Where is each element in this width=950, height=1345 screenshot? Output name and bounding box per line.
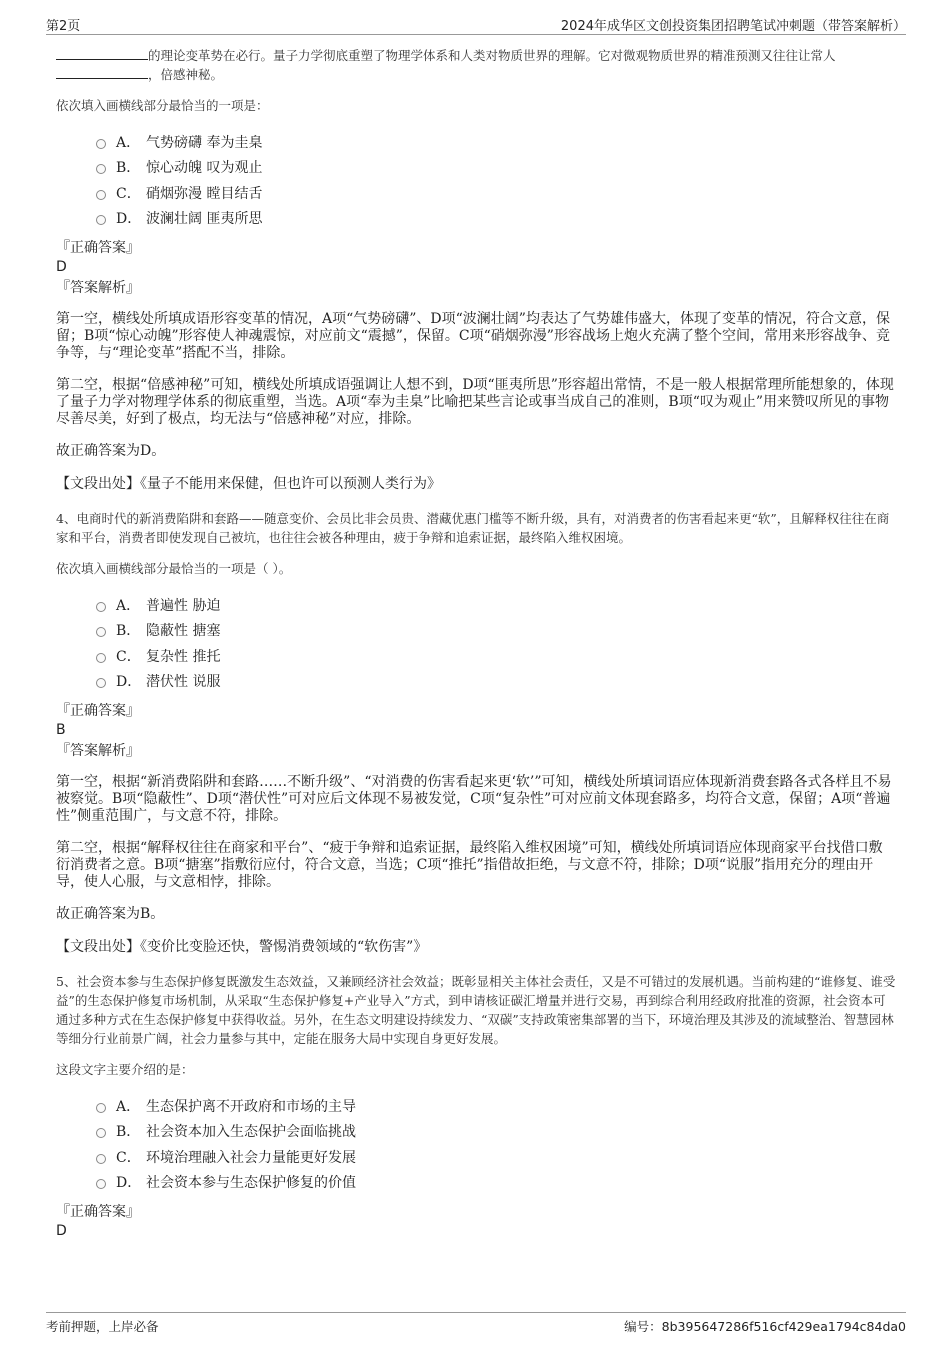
option-b[interactable]: B． 隐蔽性 搪塞 [96, 618, 896, 644]
option-c[interactable]: C． 复杂性 推托 [96, 643, 896, 669]
source-citation: 【文段出处】《变价比变脸还快，警惕消费领域的“软伤害”》 [56, 939, 428, 955]
option-d[interactable]: D． 社会资本参与生态保护修复的价值 [96, 1170, 896, 1196]
option-a[interactable]: A． 普遍性 胁迫 [96, 592, 896, 618]
option-b[interactable]: B． 社会资本加入生态保护会面临挑战 [96, 1119, 896, 1145]
document-title: 2024年成华区文创投资集团招聘笔试冲刺题（带答案解析） [560, 19, 906, 34]
option-b[interactable]: B． 惊心动魄 叹为观止 [96, 155, 896, 181]
source-citation: 【文段出处】《量子不能用来保健，但也许可以预测人类行为》 [56, 476, 441, 492]
options-list [96, 1093, 896, 1195]
question-prompt: 依次填入画横线部分最恰当的一项是（ ）。 [56, 561, 292, 576]
question-text: 的理论变革势在必行。量子力学彻底重塑了物理学体系和人类对物质世界的理解。它对微观物质世界的精准预测又往往让常人 ，倍感神秘。 [56, 46, 896, 84]
analysis-paragraph: 第二空，根据“倍感神秘”可知，横线处所填成语强调让人想不到，D项“匪夷所思”形容超出常情，不是一般人根据常理所能想象的，体现了量子力学对物理学体系的彻底重塑，当选。A项“奉为圭臬”比喻把某些言论或事当成自己的准则，B项“叹为观止”用来赞叹所见的事物尽善尽美，好到了极点，均无法与“倍感神秘”对应，排除。 [56, 377, 894, 427]
question-text: 5、社会资本参与生态保护修复既激发生态效益，又兼顾经济社会效益；既彰显相关主体社会责任，又是不可错过的发展机遇。当前构建的“谁修复、谁受益”的生态保护修复市场机制，从采取“生态保护修复+产业导入”方式，到申请核证碳汇增量并进行交易，再到综合利用经政府批准的资源，社会资本可通过多种方式在生态保护修复中获得收益。另外，在生态文明建设持续发力、“双碳”支持政策密集部署的当下，环境治理及其涉及的流域整治、智慧园林等细分行业前景广阔，社会力量参与其中，定能在服务大局中实现自身更好发展。 [56, 974, 896, 1046]
conclusion: 故正确答案为D。 [56, 443, 166, 459]
radio-icon[interactable] [96, 215, 106, 225]
page-header [46, 12, 906, 35]
question-text: 4、电商时代的新消费陷阱和套路——随意变价、会员比非会员贵、潜藏优惠门槛等不断升级，具有，对消费者的伤害看起来更“软”，且解释权往往在商家和平台，消费者即使发现自己被坑，也往往会被各种理由，疲于争辩和追索证据，最终陷入维权困境。 [56, 511, 890, 545]
question-5 [56, 972, 896, 1240]
document-code: 编号：8b395647286f516cf429ea1794c84da0 [624, 1319, 906, 1334]
answer-value: B [56, 722, 66, 738]
analysis-label: 『答案解析』 [56, 743, 140, 759]
radio-icon[interactable] [96, 602, 106, 612]
analysis-paragraph: 第一空，根据“新消费陷阱和套路……不断升级”、“对消费的伤害看起来更‘软’”可知，横线处所填词语应体现新消费套路各式各样且不易被察觉。B项“隐蔽性”、D项“潜伏性”可对应后文体现不易被发觉，C项“复杂性”可对应前文体现套路多，均符合文意，保留；A项“普遍性”侧重范围广，与文意不符，排除。 [56, 774, 892, 824]
analysis-label: 『答案解析』 [56, 280, 140, 296]
fill-blank [56, 66, 148, 79]
option-a[interactable]: A． 气势磅礴 奉为圭臬 [96, 129, 896, 155]
radio-icon[interactable] [96, 1128, 106, 1138]
radio-icon[interactable] [96, 139, 106, 149]
question-4 [56, 509, 896, 956]
answer-value: D [56, 259, 67, 275]
options-list [96, 129, 896, 231]
option-d[interactable]: D． 波澜壮阔 匪夷所思 [96, 206, 896, 232]
radio-icon[interactable] [96, 190, 106, 200]
option-a[interactable]: A． 生态保护离不开政府和市场的主导 [96, 1093, 896, 1119]
answer-label: 『正确答案』 [56, 1204, 140, 1220]
radio-icon[interactable] [96, 1179, 106, 1189]
radio-icon[interactable] [96, 164, 106, 174]
question-3 [56, 46, 896, 493]
question-prompt: 依次填入画横线部分最恰当的一项是： [56, 98, 269, 113]
fill-blank [56, 47, 148, 60]
radio-icon[interactable] [96, 678, 106, 688]
radio-icon[interactable] [96, 627, 106, 637]
answer-label: 『正确答案』 [56, 240, 140, 256]
analysis-paragraph: 第二空，根据“解释权往往在商家和平台”、“疲于争辩和追索证据，最终陷入维权困境”可知，横线处所填词语应体现商家平台找借口敷衍消费者之意。B项“搪塞”指敷衍应付，符合文意，当选；C项“推托”指借故拒绝，与文意不符，排除；D项“说服”指用充分的理由开导，使人心服，与文意相悖，排除。 [56, 840, 883, 890]
options-list [96, 592, 896, 694]
option-c[interactable]: C． 硝烟弥漫 瞠目结舌 [96, 180, 896, 206]
radio-icon[interactable] [96, 1103, 106, 1113]
page-number: 第2页 [46, 19, 81, 34]
footer-slogan: 考前押题，上岸必备 [46, 1319, 159, 1334]
page-footer [46, 1312, 906, 1333]
question-prompt: 这段文字主要介绍的是： [56, 1062, 194, 1077]
conclusion: 故正确答案为B。 [56, 906, 165, 922]
page-content [56, 46, 896, 1240]
option-d[interactable]: D． 潜伏性 说服 [96, 669, 896, 695]
radio-icon[interactable] [96, 1154, 106, 1164]
answer-value: D [56, 1223, 67, 1239]
option-c[interactable]: C． 环境治理融入社会力量能更好发展 [96, 1144, 896, 1170]
analysis-paragraph: 第一空，横线处所填成语形容变革的情况，A项“气势磅礴”、D项“波澜壮阔”均表达了气势雄伟盛大，体现了变革的情况，符合文意，保留；B项“惊心动魄”形容使人神魂震惊，对应前文“震撼”，保留。C项“硝烟弥漫”形容战场上炮火充满了整个空间，常用来形容战争、竞争等，与“理论变革”搭配不当，排除。 [56, 311, 890, 361]
answer-label: 『正确答案』 [56, 703, 140, 719]
radio-icon[interactable] [96, 653, 106, 663]
